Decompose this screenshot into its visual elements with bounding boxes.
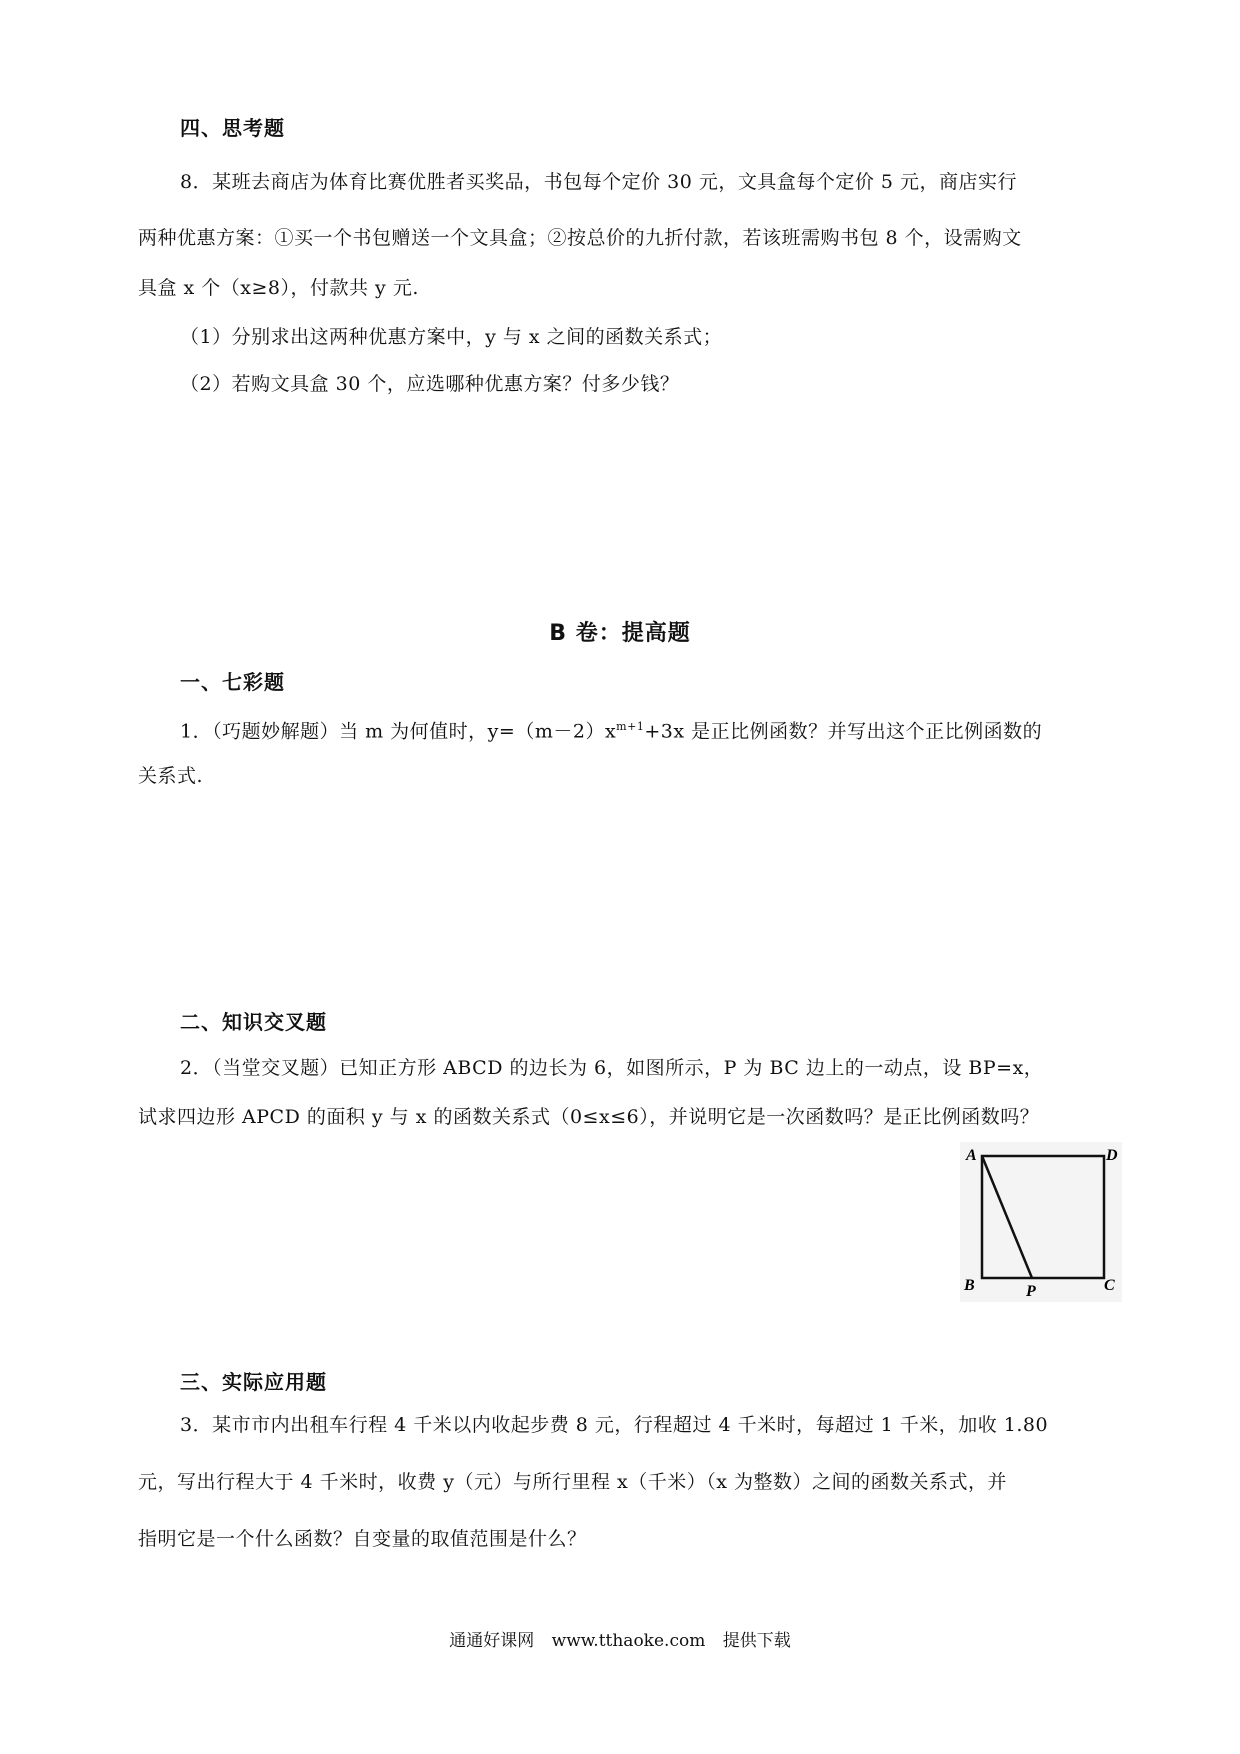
footer-suffix: 提供下载 <box>722 1631 791 1651</box>
square-abcd-figure <box>960 1142 1122 1302</box>
question-8-line-1: 8．某班去商店为体育比赛优胜者买奖品，书包每个定价 30 元，文具盒每个定价 5 元，商店实行 <box>180 171 1018 193</box>
question-1-line-1 <box>180 715 1042 743</box>
section-heading-application: 三、实际应用题 <box>180 1370 327 1394</box>
section-heading-thinking: 四、思考题 <box>180 116 285 140</box>
question-3-line-3: 指明它是一个什么函数？自变量的取值范围是什么？ <box>138 1528 587 1550</box>
question-8-subpart-2: （2）若购文具盒 30 个，应选哪种优惠方案？付多少钱？ <box>180 373 680 395</box>
question-1-prefix: 1．（巧题妙解题）当 m 为何值时，y=（m－2）x <box>180 720 617 743</box>
vertex-label-c: C <box>1104 1277 1115 1294</box>
question-1-exponent: m+1 <box>616 720 645 733</box>
question-3-line-2: 元，写出行程大于 4 千米时，收费 y（元）与所行里程 x（千米）（x 为整数）之间的函数关系式，并 <box>138 1471 1007 1493</box>
question-8-line-3: 具盒 x 个（x≥8），付款共 y 元. <box>138 277 419 299</box>
vertex-label-b: B <box>964 1277 975 1294</box>
question-2-line-2: 试求四边形 APCD 的面积 y 与 x 的函数关系式（0≤x≤6），并说明它是一次函数吗？是正比例函数吗？ <box>138 1106 1040 1128</box>
vertex-label-a: A <box>966 1147 977 1164</box>
section-heading-colorful: 一、七彩题 <box>180 670 285 694</box>
point-label-p: P <box>1026 1283 1036 1300</box>
question-8-line-2: 两种优惠方案：①买一个书包赠送一个文具盒；②按总价的九折付款，若该班需购书包 8 个，设需购文 <box>138 227 1022 249</box>
question-1-suffix: +3x 是正比例函数？并写出这个正比例函数的 <box>644 720 1043 743</box>
vertex-label-d: D <box>1106 1147 1118 1164</box>
question-3-line-1: 3．某市市内出租车行程 4 千米以内收起步费 8 元，行程超过 4 千米时，每超过 1 千米，加收 1.80 <box>180 1414 1049 1436</box>
page-footer <box>0 1626 1240 1651</box>
footer-url[interactable]: www.tthaoke.com <box>551 1631 706 1651</box>
question-2-line-1: 2．（当堂交叉题）已知正方形 ABCD 的边长为 6，如图所示，P 为 BC 边上的一动点，设 BP=x， <box>180 1057 1044 1079</box>
part-b-title: B 卷：提高题 <box>549 621 691 646</box>
question-8-subpart-1: （1）分别求出这两种优惠方案中，y 与 x 之间的函数关系式； <box>180 326 723 348</box>
footer-site-name: 通通好课网 <box>449 1631 535 1651</box>
question-1-line-2: 关系式. <box>138 765 204 787</box>
section-heading-knowledge-cross: 二、知识交叉题 <box>180 1010 327 1034</box>
